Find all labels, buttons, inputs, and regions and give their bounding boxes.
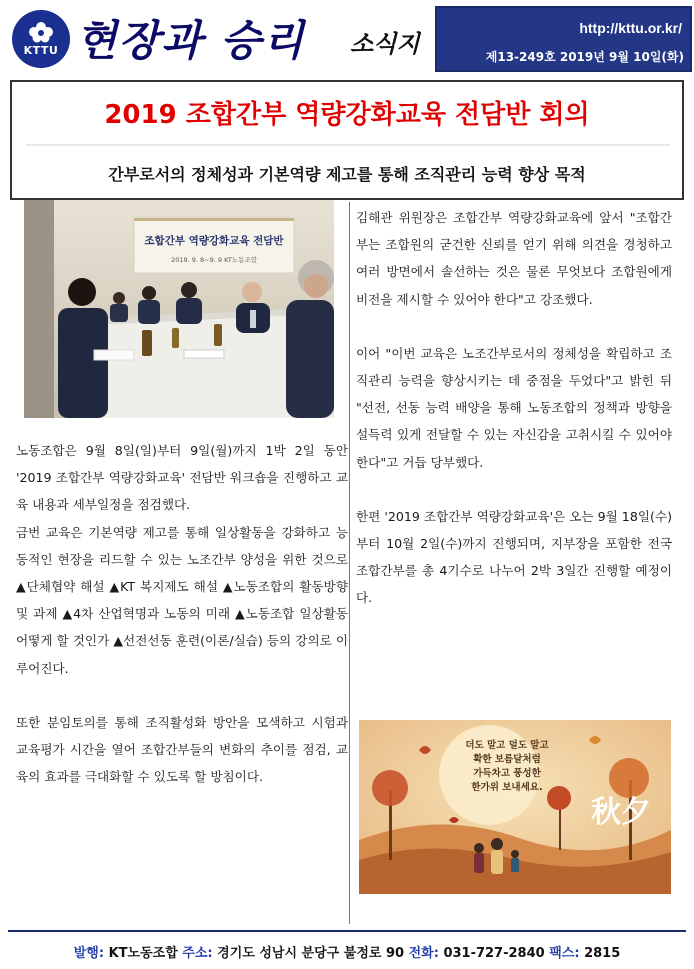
right-paragraph-1: 김해관 위원장은 조합간부 역량강화교육에 앞서 "조합간부는 조합원의 굳건한 신뢰를 얻기 위해 의견을 경청하고 여러 방면에서 솔선하는 것은 물론 무엇보다 조합원에게 비전을 제시할 수 있어야 한다"고 강조했다. [356,210,672,307]
column-divider [349,202,350,924]
address-label: 주소: [182,946,213,961]
paper-name: 현장과 승리 [76,16,306,65]
footer-divider [8,930,686,932]
footer [0,942,694,961]
publisher-name: KT노동조합 [108,946,178,961]
greeting-line-4: 한가위 보내세요. [471,782,543,793]
address: 경기도 성남시 분당구 불정로 90 [217,946,405,961]
greeting-line-3: 가득차고 풍성한 [473,768,541,779]
fax-label: 팩스: [549,946,580,961]
meeting-photo-graphic [24,200,334,418]
issue-number: 제13-249호 2019년 9월 10일(화) [485,50,684,64]
fax-number: 2815 [584,946,621,961]
chuseok-title: 秋夕 [591,795,651,830]
phone-number: 031-727-2840 [443,946,545,961]
right-paragraph-3: 한편 '2019 조합간부 역량강화교육'은 오는 9월 18일(수)부터 10월 2일(수)까지 진행되며, 지부장을 포함한 전국 조합간부를 총 4기수로 나누어 2박 3일간 진행할 예정이다. [356,508,672,606]
paragraph-gap [356,476,672,503]
left-paragraph-3: 또한 분임토의를 통해 조직활성화 방안을 모색하고 시험과 교육평가 시간을 열어 조합간부들의 변화의 추이를 점검, 교육의 효과를 극대화할 수 있도록 할 방침이다. [16,714,348,785]
logo-text: KTTU [23,44,59,57]
meeting-photo [24,200,334,418]
photo-banner-title: 조합간부 역량강화교육 전담반 [144,235,284,247]
headline-divider [26,144,670,146]
masthead [10,6,682,72]
masthead-info-box [435,6,692,72]
headline-title: 2019 조합간부 역량강화교육 전담반 회의 [104,100,590,130]
left-column [16,437,348,790]
paper-subtitle: 소식지 [350,30,420,58]
headline-box [10,80,684,200]
right-paragraph-2: 이어 "이번 교육은 노조간부로서의 정체성을 확립하고 조직관리 능력을 향상시키는 데 중점을 두었다"고 밝힌 뒤 "선전, 선동 능력 배양을 통해 노동조합의 정책과 방향을 설득력 있게 전달할 수 있는 자신감을 고취시킬 수 있어야 한다"고 거듭 당부했다. [356,345,672,470]
left-paragraph-1: 노동조합은 9월 8일(일)부터 9일(월)까지 1박 2일 동안 '2019 조합간부 역량강화교육' 전담반 워크숍을 진행하고 교육 내용과 세부일정을 점검했다. [16,443,348,513]
kttu-logo [12,10,70,68]
headline-subtitle: 간부로서의 정체성과 기본역량 제고를 통해 조직관리 능력 향상 목적 [108,165,586,184]
left-paragraph-2: 금번 교육은 기본역량 제고를 통해 일상활동을 강화하고 능동적인 현장을 리드할 수 있는 노조간부 양성을 위한 것으로 ▲단체협약 해설 ▲KT 복지제도 해설 ▲노동조합의 활동방향 및 과제 ▲4차 산업혁명과 노동의 미래 ▲노동조합 일상활동 어떻게 할 것인가 ▲선전선동 훈련(이론/실습) 등의 강의로 이루어진다. [16,524,348,676]
publisher-label: 발행: [73,946,105,961]
paragraph-gap [16,682,348,709]
flower-icon [28,21,54,43]
greeting-line-1: 더도 말고 덜도 말고 [465,740,549,751]
greeting-line-2: 확한 보름달처럼 [473,754,541,765]
right-column [356,204,672,612]
phone-label: 전화: [408,946,439,961]
chuseok-greeting-image [359,720,671,894]
website-url[interactable]: http://kttu.or.kr/ [579,20,682,36]
paragraph-gap [356,313,672,340]
chuseok-illustration [359,720,671,894]
photo-banner-date: 2019. 9. 8~9. 9 KT노동조합 [171,256,257,264]
